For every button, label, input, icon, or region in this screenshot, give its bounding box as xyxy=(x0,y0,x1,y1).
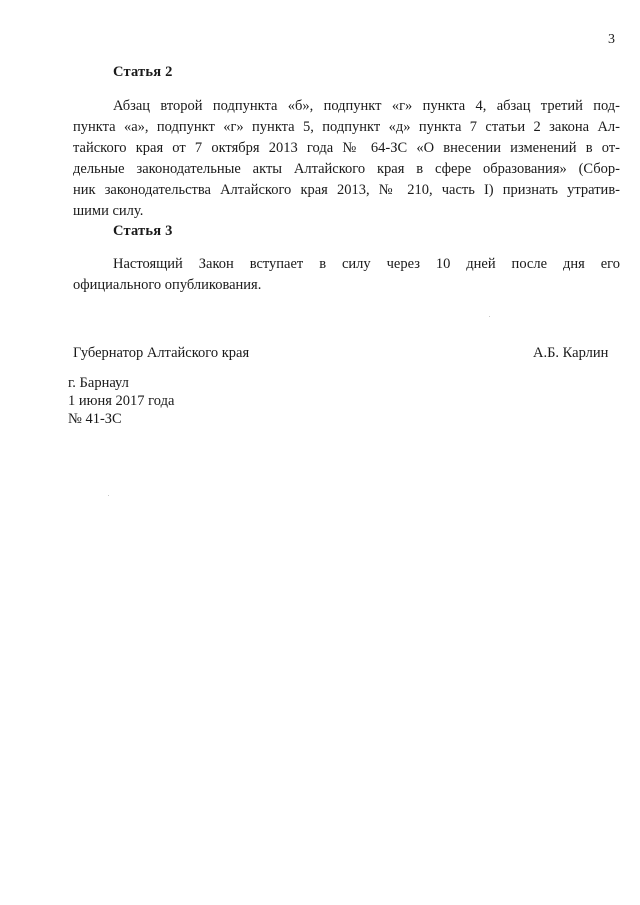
paragraph-line: Настоящий Закон вступает в силу через 10 дней после дня его xyxy=(113,256,620,272)
paragraph-line: Абзац второй подпункта «б», подпункт «г» пункта 4, абзац третий под- xyxy=(113,98,620,114)
law-number: № 41-ЗС xyxy=(68,411,122,427)
law-date: 1 июня 2017 года xyxy=(68,393,175,409)
article-3-paragraph xyxy=(73,254,620,296)
paragraph-line: пункта «а», подпункт «г» пункта 5, подпункт «д» пункта 7 статьи 2 закона Ал- xyxy=(73,119,620,135)
page-number: 3 xyxy=(608,32,615,47)
article-2-heading: Статья 2 xyxy=(113,64,173,80)
scan-speck xyxy=(489,316,490,317)
paragraph-line: тайского края от 7 октября 2013 года № 64-ЗС «О внесении изменений в от- xyxy=(73,140,620,156)
signatory-position: Губернатор Алтайского края xyxy=(73,345,250,361)
city: г. Барнаул xyxy=(68,375,129,391)
paragraph-line: официального опубликования. xyxy=(73,277,262,293)
paragraph-line: шими силу. xyxy=(73,203,144,219)
paragraph-line: дельные законодательные акты Алтайского края в сфере образования» (Сбор- xyxy=(73,161,620,177)
signatory-name: А.Б. Карлин xyxy=(533,345,609,361)
scan-speck xyxy=(108,495,109,496)
paragraph-line: ник законодательства Алтайского края 2013, № 210, часть I) признать утратив- xyxy=(73,182,620,198)
article-2-paragraph xyxy=(73,96,620,222)
article-3-heading: Статья 3 xyxy=(113,223,173,239)
